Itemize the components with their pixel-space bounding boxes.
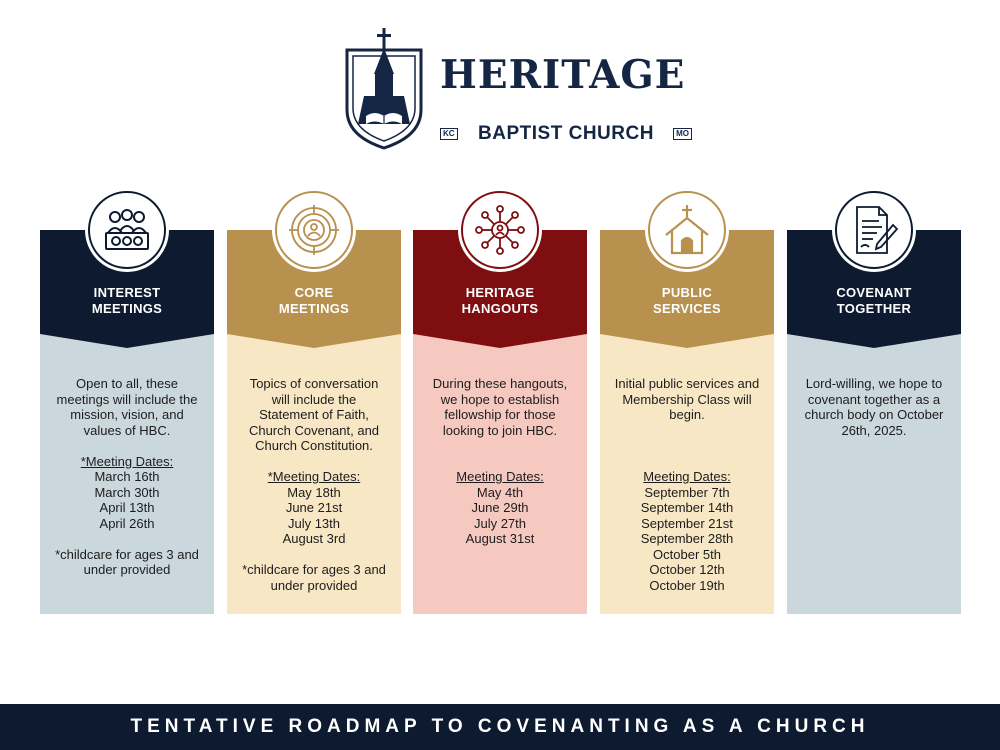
logo-state-left: KC bbox=[440, 128, 458, 140]
step-content bbox=[419, 376, 581, 547]
dates-label: *Meeting Dates: bbox=[267, 469, 361, 484]
childcare-note: *childcare for ages 3 and under provided bbox=[242, 562, 386, 593]
dates-label: *Meeting Dates: bbox=[80, 453, 174, 469]
roadmap-footer-title: TENTATIVE ROADMAP TO COVENANTING AS A CHURCH bbox=[0, 704, 1000, 750]
roadmap-step-interest-meetings bbox=[40, 230, 214, 614]
step-icon-badge bbox=[832, 188, 916, 272]
document-pen-icon bbox=[849, 205, 899, 255]
step-icon-badge bbox=[85, 188, 169, 272]
logo-name: HERITAGE bbox=[440, 52, 686, 98]
step-title: CORE MEETINGS bbox=[278, 285, 350, 316]
target-person-icon bbox=[289, 205, 339, 255]
step-description: During these hangouts, we hope to establish fellowship for those looking to join HBC. bbox=[432, 376, 568, 438]
church-building-icon bbox=[662, 205, 712, 255]
roadmap-step-heritage-hangouts bbox=[413, 230, 587, 614]
step-description: Lord-willing, we hope to covenant together as a church body on October 26th, 2025. bbox=[804, 376, 944, 438]
date-list: September 7th September 14th September 21st September 28th October 5th October 12th October 19th bbox=[640, 484, 734, 593]
roadmap-step-covenant-together bbox=[787, 230, 961, 614]
step-title: PUBLIC SERVICES bbox=[653, 285, 721, 316]
step-title: COVENANT TOGETHER bbox=[836, 285, 912, 316]
dates-label: Meeting Dates: bbox=[643, 469, 731, 484]
church-logo bbox=[344, 28, 704, 150]
step-description: Open to all, these meetings will include the mission, vision, and values of HBC. bbox=[56, 376, 198, 438]
date-list: May 18th June 21st July 13th August 3rd bbox=[282, 484, 346, 546]
childcare-note: *childcare for ages 3 and under provided bbox=[55, 546, 199, 577]
step-content bbox=[233, 376, 395, 593]
roadmap-step-core-meetings bbox=[227, 230, 401, 614]
step-content bbox=[793, 376, 955, 438]
logo-subtitle: BAPTIST CHURCH bbox=[478, 123, 654, 144]
step-description: Initial public services and Membership Class will begin. bbox=[614, 376, 760, 422]
shield-steeple-icon bbox=[344, 28, 424, 150]
step-icon-badge bbox=[458, 188, 542, 272]
people-group-icon bbox=[102, 205, 152, 255]
step-title: INTEREST MEETINGS bbox=[91, 285, 163, 316]
step-body bbox=[787, 332, 961, 614]
step-icon-badge bbox=[645, 188, 729, 272]
roadmap-step-public-services bbox=[600, 230, 774, 614]
logo-subtitle-row bbox=[440, 124, 692, 146]
date-list: May 4th June 29th July 27th August 31st bbox=[465, 484, 535, 546]
step-title: HERITAGE HANGOUTS bbox=[461, 285, 539, 316]
step-content bbox=[46, 376, 208, 578]
dates-label: Meeting Dates: bbox=[456, 469, 544, 484]
step-description: Topics of conversation will include the Statement of Faith, Church Covenant, and Church Constitution. bbox=[248, 376, 380, 453]
network-people-icon bbox=[475, 205, 525, 255]
logo-state-right: MO bbox=[673, 128, 692, 140]
step-content bbox=[606, 376, 768, 593]
date-list: March 16th March 30th April 13th April 26th bbox=[94, 469, 160, 531]
step-icon-badge bbox=[272, 188, 356, 272]
